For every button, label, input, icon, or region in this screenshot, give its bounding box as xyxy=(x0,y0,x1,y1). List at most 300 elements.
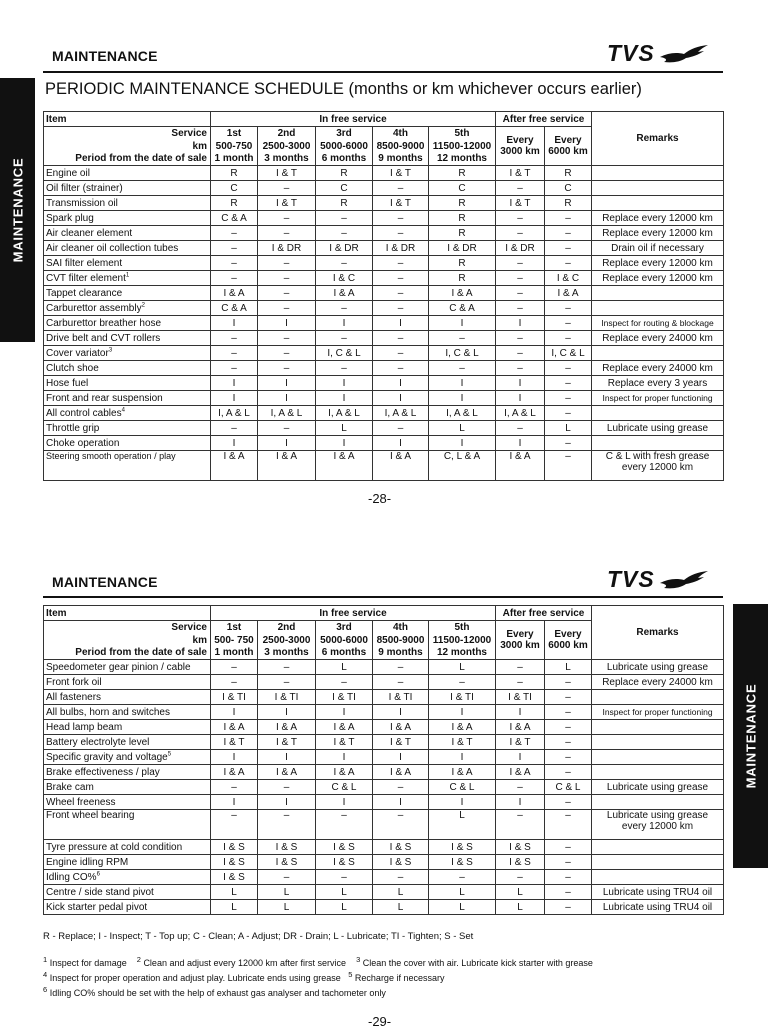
value-cell: L xyxy=(496,900,545,915)
table-row xyxy=(44,885,724,900)
value-cell: – xyxy=(496,361,545,376)
value-cell: – xyxy=(258,780,316,795)
section-label: MAINTENANCE xyxy=(52,574,158,590)
value-cell: L xyxy=(211,900,258,915)
table-row xyxy=(44,346,724,361)
value-cell: I & A xyxy=(496,765,545,780)
value-cell: I & S xyxy=(211,855,258,870)
header-period: Period from the date of sale xyxy=(44,153,211,166)
horse-icon xyxy=(658,569,710,591)
value-cell: C & A xyxy=(429,301,496,316)
value-cell: – xyxy=(316,211,373,226)
value-cell: I & TI xyxy=(496,690,545,705)
value-cell: – xyxy=(316,301,373,316)
value-cell: I xyxy=(496,391,545,406)
value-cell: I xyxy=(258,391,316,406)
value-cell: I xyxy=(211,391,258,406)
value-cell: – xyxy=(373,810,429,840)
item-label: Transmission oil xyxy=(46,197,118,209)
remark-cell xyxy=(592,166,724,181)
value-cell: – xyxy=(545,855,592,870)
value-cell: – xyxy=(496,346,545,361)
header-col-n: 3rd xyxy=(316,621,373,634)
value-cell: I xyxy=(211,436,258,451)
remark-cell xyxy=(592,181,724,196)
value-cell: C xyxy=(211,181,258,196)
header-col-period: 9 months xyxy=(373,647,429,660)
item-label: Steering smooth operation / play xyxy=(46,451,176,461)
value-cell: I & DR xyxy=(496,241,545,256)
value-cell: I xyxy=(496,436,545,451)
value-cell: I & T xyxy=(211,735,258,750)
table-row xyxy=(44,211,724,226)
item-label: Battery electrolyte level xyxy=(46,736,150,748)
value-cell: R xyxy=(211,196,258,211)
value-cell: I, A & L xyxy=(373,406,429,421)
brand-name: TVS xyxy=(607,40,655,66)
header-col-km: 500- 750 xyxy=(211,634,258,647)
item-cell xyxy=(44,346,211,361)
value-cell: – xyxy=(258,346,316,361)
table-row xyxy=(44,391,724,406)
value-cell: L xyxy=(373,900,429,915)
item-cell xyxy=(44,735,211,750)
value-cell: I xyxy=(258,750,316,765)
header-col-km: 11500-12000 xyxy=(429,634,496,647)
item-cell xyxy=(44,660,211,675)
remark-cell: Lubricate using grease xyxy=(592,421,724,436)
value-cell: – xyxy=(545,241,592,256)
value-cell: – xyxy=(496,271,545,286)
table-row xyxy=(44,735,724,750)
value-cell: C & L xyxy=(316,780,373,795)
value-cell: – xyxy=(373,271,429,286)
value-cell: – xyxy=(258,421,316,436)
value-cell: I & C xyxy=(545,271,592,286)
value-cell: – xyxy=(258,675,316,690)
value-cell: C xyxy=(316,181,373,196)
value-cell: R xyxy=(316,196,373,211)
maintenance-table-1 xyxy=(43,111,724,481)
item-label: Brake effectiveness / play xyxy=(46,766,160,778)
table-row xyxy=(44,226,724,241)
value-cell: I & A xyxy=(545,286,592,301)
remark-cell xyxy=(592,286,724,301)
footnotes-line-3: $^6$ Idling CO% should be set with the help of exhaust gas analyser and tachometer only xyxy=(43,985,386,998)
header-in-free-service: In free service xyxy=(211,112,496,127)
horse-icon xyxy=(658,43,710,65)
value-cell: R xyxy=(429,256,496,271)
table-row xyxy=(44,795,724,810)
remark-cell: Replace every 24000 km xyxy=(592,331,724,346)
value-cell: – xyxy=(545,690,592,705)
item-label: Tappet clearance xyxy=(46,287,123,299)
header-col-period: 6 months xyxy=(316,647,373,660)
item-footnote-ref: 5 xyxy=(167,751,172,758)
value-cell: – xyxy=(545,885,592,900)
item-label: Engine idling RPM xyxy=(46,856,129,868)
item-cell xyxy=(44,765,211,780)
value-cell: I & A xyxy=(211,286,258,301)
value-cell: – xyxy=(429,331,496,346)
value-cell: I & S xyxy=(211,840,258,855)
value-cell: – xyxy=(496,421,545,436)
table-row xyxy=(44,361,724,376)
item-label: Speedometer gear pinion / cable xyxy=(46,661,191,673)
item-label: Carburettor breather hose xyxy=(46,317,162,329)
value-cell: I xyxy=(496,376,545,391)
header-km: km xyxy=(44,140,211,153)
value-cell: – xyxy=(373,256,429,271)
brand-name: TVS xyxy=(607,566,655,592)
header-row xyxy=(44,112,724,127)
value-cell: – xyxy=(258,256,316,271)
item-cell xyxy=(44,226,211,241)
value-cell: I & A xyxy=(373,765,429,780)
header-item: Item xyxy=(44,112,211,127)
table-row xyxy=(44,705,724,720)
item-cell xyxy=(44,166,211,181)
remark-cell: Replace every 12000 km xyxy=(592,226,724,241)
value-cell: – xyxy=(496,286,545,301)
value-cell: R xyxy=(429,226,496,241)
value-cell: I & TI xyxy=(373,690,429,705)
value-cell: I & A xyxy=(258,720,316,735)
value-cell: – xyxy=(496,675,545,690)
item-label: Tyre pressure at cold condition xyxy=(46,841,183,853)
header-col-km: 11500-12000 xyxy=(429,140,496,153)
value-cell: R xyxy=(429,271,496,286)
header-col-n: 2nd xyxy=(258,621,316,634)
value-cell: I & DR xyxy=(373,241,429,256)
item-cell xyxy=(44,376,211,391)
value-cell: – xyxy=(316,361,373,376)
value-cell: I & A xyxy=(429,286,496,301)
header-every-3000: Every 3000 km xyxy=(496,621,545,660)
table-row xyxy=(44,690,724,705)
header-after-free-service: After free service xyxy=(496,112,592,127)
value-cell: – xyxy=(258,361,316,376)
item-label: Cover variator xyxy=(46,347,109,359)
value-cell: – xyxy=(211,660,258,675)
value-cell: – xyxy=(496,226,545,241)
remark-cell xyxy=(592,406,724,421)
value-cell: I & T xyxy=(373,196,429,211)
value-cell: I, A & L xyxy=(316,406,373,421)
table-row xyxy=(44,196,724,211)
item-label: Specific gravity and voltage xyxy=(46,751,168,763)
value-cell: – xyxy=(429,870,496,885)
value-cell: – xyxy=(211,271,258,286)
value-cell: – xyxy=(545,226,592,241)
value-cell: – xyxy=(258,226,316,241)
value-cell: I & S xyxy=(211,870,258,885)
value-cell: I, C & L xyxy=(545,346,592,361)
value-cell: L xyxy=(496,885,545,900)
value-cell: I & A xyxy=(316,286,373,301)
footnote-6: Idling CO% should be set with the help of exhaust gas analyser and tachometer only xyxy=(49,988,386,998)
value-cell: – xyxy=(258,286,316,301)
header-col-period: 6 months xyxy=(316,153,373,166)
value-cell: – xyxy=(316,810,373,840)
value-cell: R xyxy=(545,166,592,181)
value-cell: I xyxy=(316,376,373,391)
value-cell: – xyxy=(496,780,545,795)
value-cell: I & T xyxy=(258,735,316,750)
item-cell xyxy=(44,795,211,810)
value-cell: I & A xyxy=(211,720,258,735)
value-cell: I xyxy=(429,391,496,406)
value-cell: I & A xyxy=(211,451,258,481)
value-cell: – xyxy=(316,226,373,241)
item-cell xyxy=(44,331,211,346)
value-cell: – xyxy=(373,421,429,436)
value-cell: I xyxy=(211,750,258,765)
value-cell: – xyxy=(496,301,545,316)
header-col-km: 2500-3000 xyxy=(258,634,316,647)
header-col-n: 2nd xyxy=(258,127,316,140)
brand-logo xyxy=(607,40,710,67)
value-cell: C & A xyxy=(211,211,258,226)
value-cell: I xyxy=(258,705,316,720)
value-cell: – xyxy=(211,331,258,346)
table-row xyxy=(44,421,724,436)
value-cell: – xyxy=(258,331,316,346)
remark-cell xyxy=(592,840,724,855)
table-row xyxy=(44,166,724,181)
value-cell: I xyxy=(429,750,496,765)
value-cell: – xyxy=(545,301,592,316)
value-cell: I xyxy=(258,316,316,331)
item-cell xyxy=(44,391,211,406)
value-cell: R xyxy=(429,166,496,181)
value-cell: I, A & L xyxy=(258,406,316,421)
value-cell: I & S xyxy=(496,855,545,870)
footnotes-line-2: $^4$ Inspect for proper operation and adjust play. Lubricate ends using grease $^5$ Recharge if necessary xyxy=(43,970,445,983)
value-cell: I xyxy=(316,391,373,406)
value-cell: – xyxy=(496,810,545,840)
item-label: Hose fuel xyxy=(46,377,89,389)
footnote-1: Inspect for damage xyxy=(49,958,127,968)
legend: R - Replace; I - Inspect; T - Top up; C - Clean; A - Adjust; DR - Drain; L - Lubricate; TI - Tighten; S - Set xyxy=(43,931,474,942)
value-cell: I & A xyxy=(373,451,429,481)
remark-cell xyxy=(592,765,724,780)
item-label: Front and rear suspension xyxy=(46,392,163,404)
header-col-period: 1 month xyxy=(211,153,258,166)
value-cell: I, C & L xyxy=(429,346,496,361)
value-cell: I xyxy=(496,750,545,765)
header-col-km: 8500-9000 xyxy=(373,634,429,647)
value-cell: I xyxy=(429,795,496,810)
value-cell: I xyxy=(429,316,496,331)
item-cell xyxy=(44,211,211,226)
value-cell: I xyxy=(496,795,545,810)
remark-cell: Lubricate using TRU4 oil xyxy=(592,885,724,900)
remark-cell: Replace every 12000 km xyxy=(592,271,724,286)
value-cell: I & S xyxy=(258,840,316,855)
header-col-period: 12 months xyxy=(429,647,496,660)
item-label: All fasteners xyxy=(46,691,102,703)
item-footnote-ref: 4 xyxy=(121,407,125,414)
item-label: Centre / side stand pivot xyxy=(46,886,154,898)
value-cell: I & S xyxy=(316,840,373,855)
header-item: Item xyxy=(44,606,211,621)
item-label: CVT filter element xyxy=(46,272,126,284)
value-cell: – xyxy=(545,795,592,810)
item-label: Idling CO% xyxy=(46,871,97,883)
value-cell: I & A xyxy=(429,765,496,780)
item-cell xyxy=(44,780,211,795)
value-cell: – xyxy=(373,301,429,316)
remark-cell xyxy=(592,750,724,765)
side-tab-label: MAINTENANCE xyxy=(10,157,25,263)
header-service: Service xyxy=(44,621,211,634)
value-cell: I, A & L xyxy=(211,406,258,421)
value-cell: – xyxy=(373,286,429,301)
item-cell xyxy=(44,870,211,885)
header-service: Service xyxy=(44,127,211,140)
header-col-n: 1st xyxy=(211,127,258,140)
item-cell xyxy=(44,286,211,301)
header-col-km: 8500-9000 xyxy=(373,140,429,153)
value-cell: I xyxy=(429,705,496,720)
table-row xyxy=(44,675,724,690)
value-cell: L xyxy=(316,660,373,675)
side-tab-right xyxy=(733,604,768,868)
item-label: All control cables xyxy=(46,407,122,419)
value-cell: C & L xyxy=(429,780,496,795)
header-col-km: 5000-6000 xyxy=(316,140,373,153)
value-cell: I & TI xyxy=(211,690,258,705)
value-cell: I & T xyxy=(258,196,316,211)
side-tab-label: MAINTENANCE xyxy=(743,683,758,789)
item-cell xyxy=(44,196,211,211)
value-cell: I & TI xyxy=(429,690,496,705)
value-cell: I xyxy=(429,376,496,391)
value-cell: R xyxy=(429,211,496,226)
value-cell: L xyxy=(429,421,496,436)
header-col-period: 3 months xyxy=(258,153,316,166)
value-cell: I & S xyxy=(373,855,429,870)
table-row xyxy=(44,406,724,421)
value-cell: L xyxy=(316,900,373,915)
remark-cell: C & L with fresh grease every 12000 km xyxy=(592,451,724,481)
value-cell: L xyxy=(316,885,373,900)
value-cell: I xyxy=(258,376,316,391)
value-cell: – xyxy=(545,451,592,481)
value-cell: I & TI xyxy=(258,690,316,705)
remark-cell: Inspect for proper functioning xyxy=(592,705,724,720)
value-cell: – xyxy=(545,705,592,720)
value-cell: – xyxy=(211,421,258,436)
value-cell: I & T xyxy=(429,735,496,750)
header-col-n: 5th xyxy=(429,127,496,140)
header-remarks: Remarks xyxy=(592,606,724,660)
item-label: Throttle grip xyxy=(46,422,100,434)
value-cell: L xyxy=(545,660,592,675)
value-cell: I & A xyxy=(258,451,316,481)
value-cell: – xyxy=(258,301,316,316)
value-cell: I xyxy=(373,316,429,331)
value-cell: I & S xyxy=(496,840,545,855)
table-row xyxy=(44,451,724,481)
value-cell: I & T xyxy=(496,166,545,181)
value-cell: R xyxy=(429,196,496,211)
value-cell: C xyxy=(429,181,496,196)
item-label: All bulbs, horn and switches xyxy=(46,706,170,718)
remark-cell xyxy=(592,436,724,451)
value-cell: – xyxy=(373,211,429,226)
footnote-5: Recharge if necessary xyxy=(354,973,445,983)
item-cell xyxy=(44,271,211,286)
table-row xyxy=(44,840,724,855)
value-cell: – xyxy=(545,361,592,376)
item-label: Air cleaner oil collection tubes xyxy=(46,242,179,254)
footnote-4: Inspect for proper operation and adjust play. Lubricate ends using grease xyxy=(49,973,341,983)
value-cell: – xyxy=(211,256,258,271)
item-cell xyxy=(44,885,211,900)
item-label: Brake cam xyxy=(46,781,94,793)
value-cell: – xyxy=(258,870,316,885)
value-cell: C xyxy=(545,181,592,196)
value-cell: – xyxy=(545,406,592,421)
table-row xyxy=(44,436,724,451)
item-label: SAI filter element xyxy=(46,257,123,269)
header-in-free-service: In free service xyxy=(211,606,496,621)
header-col-n: 5th xyxy=(429,621,496,634)
value-cell: – xyxy=(496,870,545,885)
value-cell: I & A xyxy=(316,765,373,780)
table-row xyxy=(44,660,724,675)
value-cell: I & C xyxy=(316,271,373,286)
value-cell: – xyxy=(545,436,592,451)
value-cell: – xyxy=(496,660,545,675)
header-row xyxy=(44,606,724,621)
value-cell: I xyxy=(316,795,373,810)
item-footnote-ref: 1 xyxy=(125,272,130,279)
item-cell xyxy=(44,750,211,765)
remark-cell: Lubricate using grease xyxy=(592,660,724,675)
remark-cell: Replace every 24000 km xyxy=(592,675,724,690)
value-cell: – xyxy=(211,346,258,361)
item-cell xyxy=(44,241,211,256)
remark-cell xyxy=(592,720,724,735)
value-cell: – xyxy=(545,675,592,690)
value-cell: – xyxy=(545,211,592,226)
value-cell: I & T xyxy=(373,735,429,750)
value-cell: I xyxy=(373,391,429,406)
remark-cell: Lubricate using TRU4 oil xyxy=(592,900,724,915)
header-every-3000: Every 3000 km xyxy=(496,127,545,166)
item-label: Air cleaner element xyxy=(46,227,133,239)
header-remarks: Remarks xyxy=(592,112,724,166)
value-cell: I & A xyxy=(211,765,258,780)
remark-cell: Drain oil if necessary xyxy=(592,241,724,256)
item-cell xyxy=(44,406,211,421)
value-cell: – xyxy=(545,256,592,271)
header-col-km: 5000-6000 xyxy=(316,634,373,647)
value-cell: – xyxy=(496,211,545,226)
value-cell: L xyxy=(429,660,496,675)
item-cell xyxy=(44,256,211,271)
side-tab-left xyxy=(0,78,35,342)
value-cell: – xyxy=(373,660,429,675)
value-cell: L xyxy=(429,810,496,840)
header-rule xyxy=(43,596,723,598)
value-cell: – xyxy=(211,241,258,256)
table-row xyxy=(44,316,724,331)
value-cell: – xyxy=(316,256,373,271)
